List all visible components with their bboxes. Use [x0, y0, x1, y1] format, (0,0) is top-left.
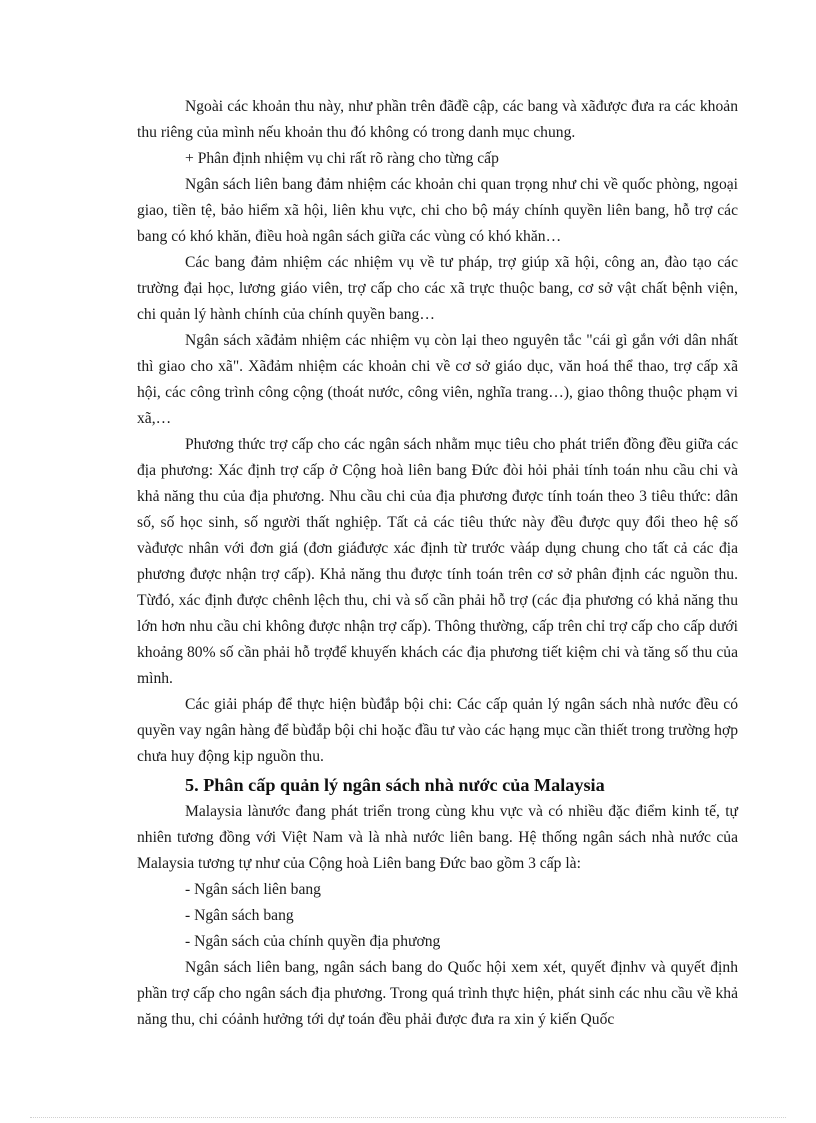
paragraph: Malaysia lànước đang phát triển trong cùng khu vực và có nhiều đặc điểm kinh tế, tự nhiên tương đồng với Việt Nam và là nhà nước liên bang. Hệ thống ngân sách nhà nước của Malaysia tương tự như của Cộng hoà Liên bang Đức bao gồm 3 cấp là:: [137, 803, 738, 872]
paragraph: Ngân sách liên bang đảm nhiệm các khoản chi quan trọng như chi về quốc phòng, ngoại giao, tiền tệ, bảo hiểm xã hội, liên khu vực, chi cho bộ máy chính quyền liên bang, hỗ trợ các bang có khó khăn, điều hoà ngân sách giữa các vùng có khó khăn…: [137, 176, 738, 245]
paragraph: Phương thức trợ cấp cho các ngân sách nhằm mục tiêu cho phát triển đồng đều giữa các địa phương: Xác định trợ cấp ở Cộng hoà liên bang Đức đòi hỏi phải tính toán nhu cầu chi và khả năng thu của địa phương. Nhu cầu chi của địa phương được tính toán theo 3 tiêu thức: dân số, số học sinh, số người thất nghiệp. Tất cả các tiêu thức này đều được quy đổi theo hệ số vàđược nhân với đơn giá (đơn giáđược xác định từ trước vàáp dụng chung cho tất cả các địa phương được nhận trợ cấp). Khả năng thu được tính toán trên cơ sở phân định các nguồn thu. Từđó, xác định được chênh lệch thu, chi và số cần phải hỗ trợ (các địa phương có khả năng thu lớn hơn nhu cầu chi không được nhận trợ cấp). Thông thường, cấp trên chỉ trợ cấp cho cấp dưới khoảng 80% số cần phải hỗ trợđể khuyến khách các địa phương tiết kiệm chi và tăng số thu của mình.: [137, 436, 738, 687]
paragraph: + Phân định nhiệm vụ chi rất rõ ràng cho từng cấp: [185, 150, 499, 167]
document-body: [137, 94, 738, 1033]
paragraph: Các giải pháp để thực hiện bùđắp bội chi: Các cấp quản lý ngân sách nhà nước đều có quyền vay ngân hàng để bùđắp bội chi hoặc đầu tư vào các hạng mục cần thiết trong trường hợp chưa huy động kịp nguồn thu.: [137, 696, 738, 765]
list-item: - Ngân sách của chính quyền địa phương: [185, 933, 441, 950]
list-item: - Ngân sách liên bang: [185, 881, 321, 898]
paragraph: Các bang đảm nhiệm các nhiệm vụ về tư pháp, trợ giúp xã hội, công an, đào tạo các trường đại học, lương giáo viên, trợ cấp cho các xã trực thuộc bang, cơ sở vật chất bệnh viện, chi quản lý hành chính của chính quyền bang…: [137, 254, 738, 323]
paragraph: Ngoài các khoản thu này, như phần trên đãđề cập, các bang và xãđược đưa ra các khoản thu riêng của mình nếu khoản thu đó không có trong danh mục chung.: [137, 98, 738, 141]
list-item: - Ngân sách bang: [185, 907, 294, 924]
section-heading: 5. Phân cấp quản lý ngân sách nhà nước của Malaysia: [185, 775, 605, 795]
page-bottom-divider: [30, 1117, 786, 1118]
paragraph: Ngân sách xãđảm nhiệm các nhiệm vụ còn lại theo nguyên tắc "cái gì gắn với dân nhất thì giao cho xã". Xãđảm nhiệm các khoản chi về cơ sở giáo dục, văn hoá thể thao, trợ cấp xã hội, các công trình công cộng (thoát nước, công viên, nghĩa trang…), giao thông thuộc phạm vi xã,…: [137, 332, 738, 427]
paragraph: Ngân sách liên bang, ngân sách bang do Quốc hội xem xét, quyết địnhv và quyết định phần trợ cấp cho ngân sách địa phương. Trong quá trình thực hiện, phát sinh các nhu cầu về khả năng thu, chi cóảnh hưởng tới dự toán đều phải được đưa ra xin ý kiến Quốc: [137, 959, 738, 1028]
